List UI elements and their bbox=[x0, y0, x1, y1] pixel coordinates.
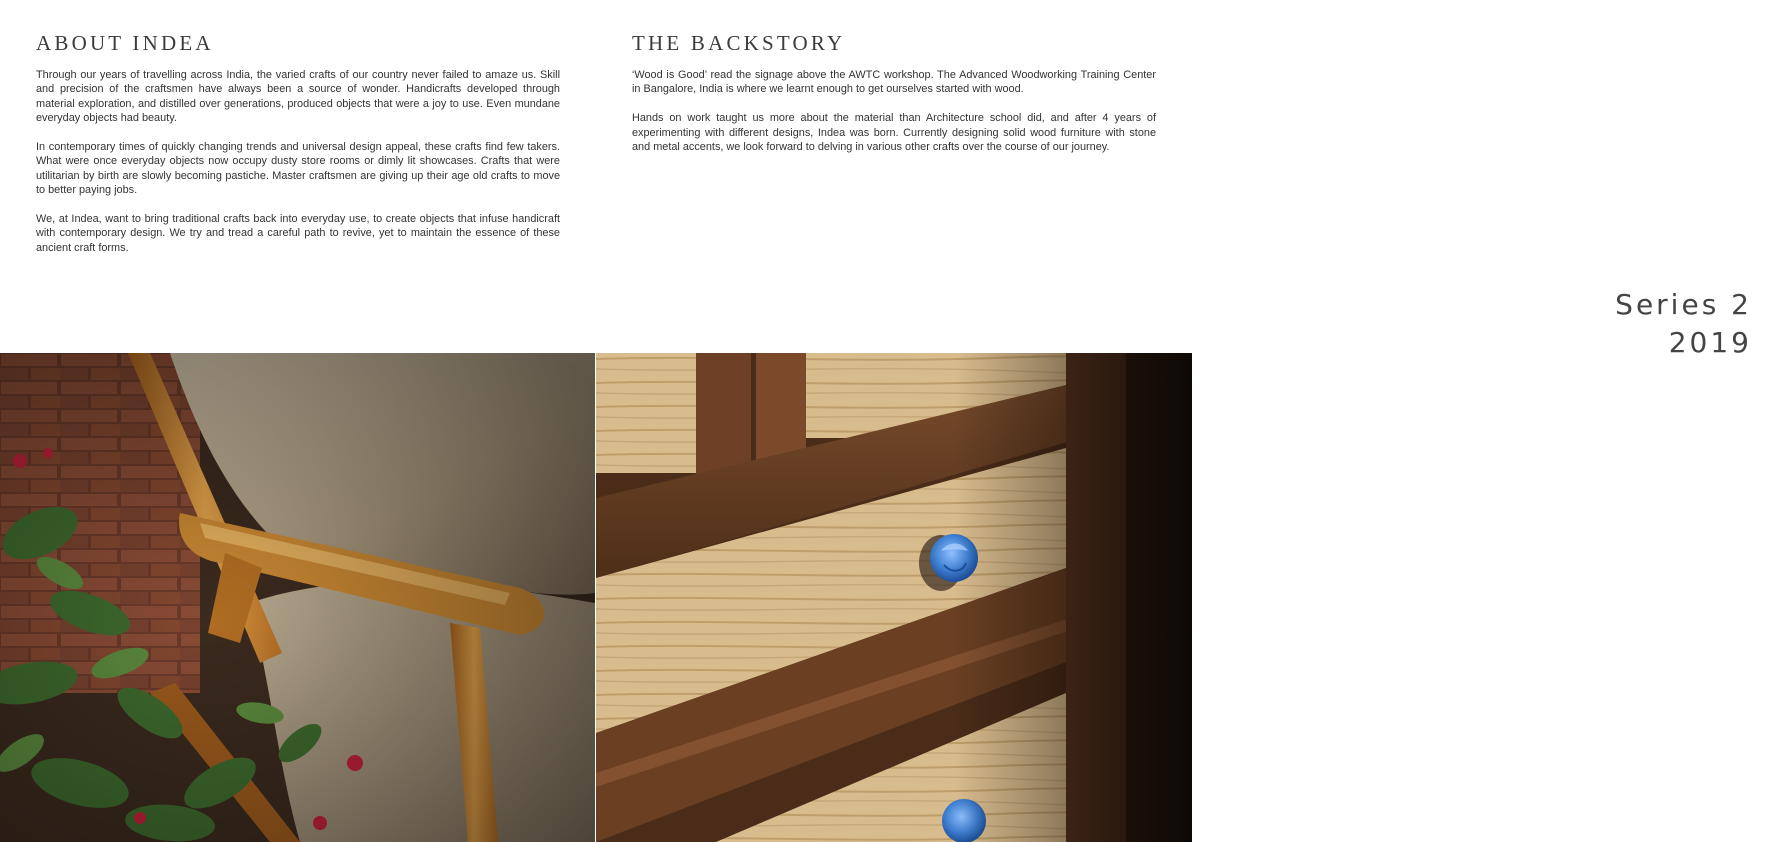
backstory-section bbox=[632, 30, 1156, 169]
about-paragraph-1: Through our years of travelling across India, the varied crafts of our country never failed to amaze us. Skill and precision of the craftsmen have always been a source of wonder. Handicrafts developed through material exploration, and distilled over generations, produced objects that were a joy to use. Even mundane everyday objects had beauty. bbox=[36, 69, 560, 125]
drawer-photo bbox=[596, 353, 1192, 842]
armchair-photo bbox=[0, 353, 595, 842]
about-paragraph-2: In contemporary times of quickly changing trends and universal design appeal, these crafts find few takers. What were once everyday objects now occupy dusty store rooms or dimly lit showcases. Crafts that were utilitarian by birth are slowly becoming pastiche. Master craftsmen are giving up their age old crafts to move to better paying jobs. bbox=[36, 141, 560, 197]
about-paragraph-3: We, at Indea, want to bring traditional crafts back into everyday use, to create objects that infuse handicraft with contemporary design. We try and tread a careful path to revive, yet to maintain the essence of these ancient craft forms. bbox=[36, 213, 560, 254]
backstory-paragraph-1: ‘Wood is Good’ read the signage above the AWTC workshop. The Advanced Woodworking Training Center in Bangalore, India is where we learnt enough to get ourselves started with wood. bbox=[632, 69, 1156, 96]
backstory-heading: THE BACKSTORY bbox=[632, 31, 846, 55]
backstory-paragraph-2: Hands on work taught us more about the material than Architecture school did, and after 4 years of experimenting with different designs, Indea was born. Currently designing solid wood furniture with stone and metal accents, we look forward to delving in various other crafts over the course of our journey. bbox=[632, 112, 1156, 154]
series-name: Series 2 bbox=[1615, 288, 1752, 321]
about-section bbox=[36, 30, 560, 270]
series-year: 2019 bbox=[1668, 326, 1752, 359]
series-label bbox=[1615, 286, 1752, 362]
about-heading: ABOUT INDEA bbox=[36, 31, 214, 55]
